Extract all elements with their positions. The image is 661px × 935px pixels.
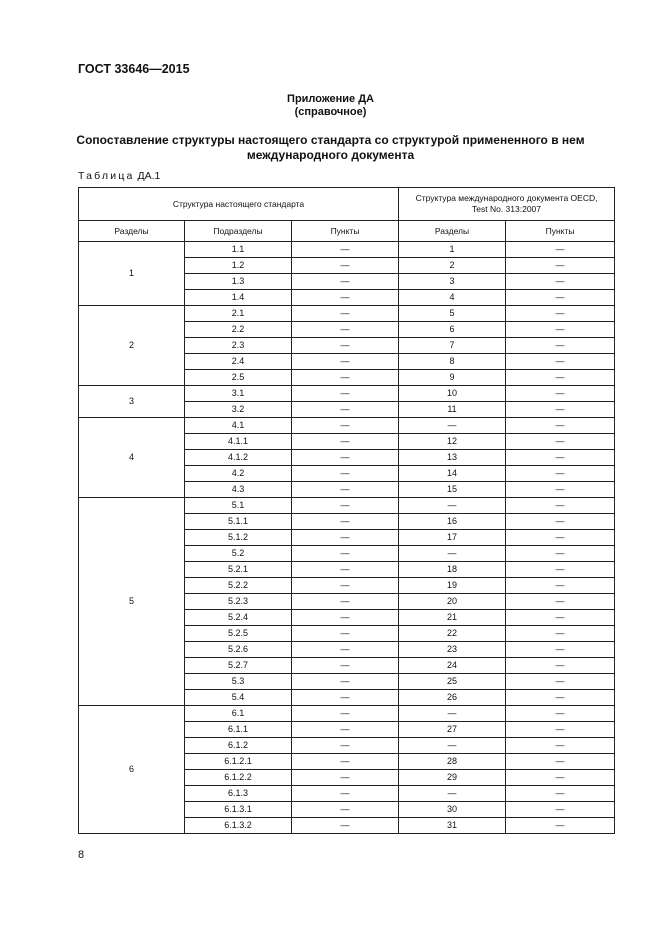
- intl-section-cell: 16: [399, 514, 506, 530]
- subsection-cell: 5.2.6: [185, 642, 292, 658]
- intl-section-cell: 28: [399, 754, 506, 770]
- intl-clause-cell: —: [506, 818, 615, 834]
- subsection-cell: 1.2: [185, 258, 292, 274]
- subsection-cell: 4.3: [185, 482, 292, 498]
- intl-section-cell: —: [399, 786, 506, 802]
- table-row: [79, 706, 615, 722]
- section-cell: 3: [79, 386, 185, 418]
- appendix-title: Приложение ДА: [287, 93, 374, 105]
- intl-clause-cell: —: [506, 306, 615, 322]
- intl-section-cell: 31: [399, 818, 506, 834]
- column-header-sections: Разделы: [79, 221, 185, 242]
- clause-cell: —: [292, 562, 399, 578]
- section-cell: 5: [79, 498, 185, 706]
- section-cell: 1: [79, 242, 185, 306]
- intl-section-cell: 18: [399, 562, 506, 578]
- title-line-2: международного документа: [246, 148, 415, 162]
- clause-cell: —: [292, 370, 399, 386]
- intl-section-cell: 19: [399, 578, 506, 594]
- clause-cell: —: [292, 338, 399, 354]
- document-title: [0, 133, 661, 163]
- intl-section-cell: 26: [399, 690, 506, 706]
- intl-section-cell: 5: [399, 306, 506, 322]
- intl-section-cell: 23: [399, 642, 506, 658]
- clause-cell: —: [292, 242, 399, 258]
- subsection-cell: 2.4: [185, 354, 292, 370]
- intl-clause-cell: —: [506, 738, 615, 754]
- intl-clause-cell: —: [506, 466, 615, 482]
- subsection-cell: 1.1: [185, 242, 292, 258]
- intl-section-cell: 2: [399, 258, 506, 274]
- subsection-cell: 3.1: [185, 386, 292, 402]
- subsection-cell: 2.2: [185, 322, 292, 338]
- intl-section-cell: 24: [399, 658, 506, 674]
- clause-cell: —: [292, 482, 399, 498]
- intl-clause-cell: —: [506, 578, 615, 594]
- clause-cell: —: [292, 546, 399, 562]
- column-header-clauses: Пункты: [292, 221, 399, 242]
- intl-section-cell: 6: [399, 322, 506, 338]
- intl-clause-cell: —: [506, 626, 615, 642]
- intl-section-cell: 29: [399, 770, 506, 786]
- intl-section-cell: 11: [399, 402, 506, 418]
- clause-cell: —: [292, 450, 399, 466]
- subsection-cell: 1.3: [185, 274, 292, 290]
- intl-clause-cell: —: [506, 258, 615, 274]
- intl-section-cell: 14: [399, 466, 506, 482]
- clause-cell: —: [292, 642, 399, 658]
- intl-clause-cell: —: [506, 290, 615, 306]
- table-caption: [78, 170, 160, 182]
- intl-section-cell: 22: [399, 626, 506, 642]
- intl-clause-cell: —: [506, 370, 615, 386]
- table-body: [79, 242, 615, 834]
- clause-cell: —: [292, 306, 399, 322]
- intl-section-cell: —: [399, 498, 506, 514]
- intl-clause-cell: —: [506, 546, 615, 562]
- table-row: [79, 242, 615, 258]
- intl-clause-cell: —: [506, 802, 615, 818]
- intl-clause-cell: —: [506, 642, 615, 658]
- clause-cell: —: [292, 722, 399, 738]
- clause-cell: —: [292, 802, 399, 818]
- subsection-cell: 5.1: [185, 498, 292, 514]
- intl-clause-cell: —: [506, 786, 615, 802]
- subsection-cell: 5.1.1: [185, 514, 292, 530]
- subsection-cell: 2.1: [185, 306, 292, 322]
- subsection-cell: 6.1.3.1: [185, 802, 292, 818]
- subsection-cell: 4.1.1: [185, 434, 292, 450]
- table-row: [79, 498, 615, 514]
- table-row: [79, 306, 615, 322]
- column-header-intl-clauses: Пункты: [506, 221, 615, 242]
- appendix-status: (справочное): [294, 106, 367, 118]
- intl-section-cell: —: [399, 706, 506, 722]
- subsection-cell: 2.5: [185, 370, 292, 386]
- subsection-cell: 4.2: [185, 466, 292, 482]
- table-row: [79, 418, 615, 434]
- clause-cell: —: [292, 466, 399, 482]
- group-header-intl-line-2: Test No. 313:2007: [472, 204, 542, 214]
- table-row: [79, 386, 615, 402]
- subsection-cell: 6.1.1: [185, 722, 292, 738]
- intl-clause-cell: —: [506, 418, 615, 434]
- subsection-cell: 5.2.2: [185, 578, 292, 594]
- subsection-cell: 5.2.3: [185, 594, 292, 610]
- intl-section-cell: 8: [399, 354, 506, 370]
- intl-clause-cell: —: [506, 450, 615, 466]
- subsection-cell: 1.4: [185, 290, 292, 306]
- section-cell: 2: [79, 306, 185, 386]
- intl-section-cell: 25: [399, 674, 506, 690]
- subsection-cell: 5.2.4: [185, 610, 292, 626]
- intl-clause-cell: —: [506, 514, 615, 530]
- subsection-cell: 5.2.7: [185, 658, 292, 674]
- subsection-cell: 2.3: [185, 338, 292, 354]
- table-group-header-row: [79, 188, 615, 221]
- intl-section-cell: 21: [399, 610, 506, 626]
- intl-section-cell: 17: [399, 530, 506, 546]
- intl-clause-cell: —: [506, 242, 615, 258]
- intl-section-cell: 4: [399, 290, 506, 306]
- intl-clause-cell: —: [506, 322, 615, 338]
- intl-clause-cell: —: [506, 594, 615, 610]
- title-line-1: Сопоставление структуры настоящего стандарта со структурой примененного в нем: [76, 133, 585, 147]
- clause-cell: —: [292, 610, 399, 626]
- clause-cell: —: [292, 818, 399, 834]
- subsection-cell: 6.1.3.2: [185, 818, 292, 834]
- intl-section-cell: 30: [399, 802, 506, 818]
- subsection-cell: 6.1.2: [185, 738, 292, 754]
- clause-cell: —: [292, 498, 399, 514]
- subsection-cell: 6.1: [185, 706, 292, 722]
- clause-cell: —: [292, 354, 399, 370]
- intl-clause-cell: —: [506, 722, 615, 738]
- intl-section-cell: 15: [399, 482, 506, 498]
- intl-clause-cell: —: [506, 690, 615, 706]
- subsection-cell: 4.1.2: [185, 450, 292, 466]
- table-column-header-row: [79, 221, 615, 242]
- intl-section-cell: —: [399, 546, 506, 562]
- clause-cell: —: [292, 578, 399, 594]
- intl-section-cell: 10: [399, 386, 506, 402]
- subsection-cell: 6.1.2.2: [185, 770, 292, 786]
- intl-section-cell: 3: [399, 274, 506, 290]
- intl-clause-cell: —: [506, 498, 615, 514]
- standard-number: ГОСТ 33646—2015: [78, 62, 190, 76]
- intl-clause-cell: —: [506, 610, 615, 626]
- intl-clause-cell: —: [506, 562, 615, 578]
- intl-clause-cell: —: [506, 770, 615, 786]
- intl-section-cell: 12: [399, 434, 506, 450]
- intl-clause-cell: —: [506, 706, 615, 722]
- clause-cell: —: [292, 770, 399, 786]
- intl-clause-cell: —: [506, 754, 615, 770]
- clause-cell: —: [292, 706, 399, 722]
- clause-cell: —: [292, 514, 399, 530]
- table-caption-word: Таблица: [78, 170, 135, 182]
- section-cell: 4: [79, 418, 185, 498]
- intl-section-cell: 27: [399, 722, 506, 738]
- clause-cell: —: [292, 274, 399, 290]
- clause-cell: —: [292, 786, 399, 802]
- clause-cell: —: [292, 738, 399, 754]
- intl-section-cell: 9: [399, 370, 506, 386]
- clause-cell: —: [292, 690, 399, 706]
- intl-clause-cell: —: [506, 658, 615, 674]
- subsection-cell: 5.2: [185, 546, 292, 562]
- intl-clause-cell: —: [506, 338, 615, 354]
- intl-clause-cell: —: [506, 434, 615, 450]
- intl-clause-cell: —: [506, 386, 615, 402]
- group-header-international-document: [399, 188, 615, 221]
- clause-cell: —: [292, 402, 399, 418]
- intl-clause-cell: —: [506, 482, 615, 498]
- section-cell: 6: [79, 706, 185, 834]
- subsection-cell: 5.2.1: [185, 562, 292, 578]
- subsection-cell: 6.1.3: [185, 786, 292, 802]
- clause-cell: —: [292, 434, 399, 450]
- intl-section-cell: 13: [399, 450, 506, 466]
- subsection-cell: 5.4: [185, 690, 292, 706]
- intl-section-cell: 20: [399, 594, 506, 610]
- subsection-cell: 3.2: [185, 402, 292, 418]
- intl-clause-cell: —: [506, 274, 615, 290]
- clause-cell: —: [292, 322, 399, 338]
- column-header-intl-sections: Разделы: [399, 221, 506, 242]
- page-number: 8: [78, 849, 85, 861]
- appendix-heading: [0, 93, 661, 119]
- intl-clause-cell: —: [506, 674, 615, 690]
- subsection-cell: 5.1.2: [185, 530, 292, 546]
- intl-clause-cell: —: [506, 354, 615, 370]
- intl-clause-cell: —: [506, 530, 615, 546]
- clause-cell: —: [292, 258, 399, 274]
- subsection-cell: 5.3: [185, 674, 292, 690]
- clause-cell: —: [292, 626, 399, 642]
- clause-cell: —: [292, 674, 399, 690]
- clause-cell: —: [292, 386, 399, 402]
- intl-section-cell: 7: [399, 338, 506, 354]
- subsection-cell: 5.2.5: [185, 626, 292, 642]
- clause-cell: —: [292, 658, 399, 674]
- table-caption-id: ДА.1: [137, 170, 161, 182]
- intl-section-cell: —: [399, 418, 506, 434]
- intl-section-cell: 1: [399, 242, 506, 258]
- subsection-cell: 4.1: [185, 418, 292, 434]
- structure-comparison-table: [78, 187, 615, 834]
- clause-cell: —: [292, 754, 399, 770]
- clause-cell: —: [292, 594, 399, 610]
- intl-clause-cell: —: [506, 402, 615, 418]
- subsection-cell: 6.1.2.1: [185, 754, 292, 770]
- intl-section-cell: —: [399, 738, 506, 754]
- column-header-subsections: Подразделы: [185, 221, 292, 242]
- group-header-intl-line-1: Структура международного документа OECD,: [415, 193, 598, 203]
- clause-cell: —: [292, 418, 399, 434]
- clause-cell: —: [292, 290, 399, 306]
- clause-cell: —: [292, 530, 399, 546]
- group-header-current-standard: Структура настоящего стандарта: [79, 188, 399, 221]
